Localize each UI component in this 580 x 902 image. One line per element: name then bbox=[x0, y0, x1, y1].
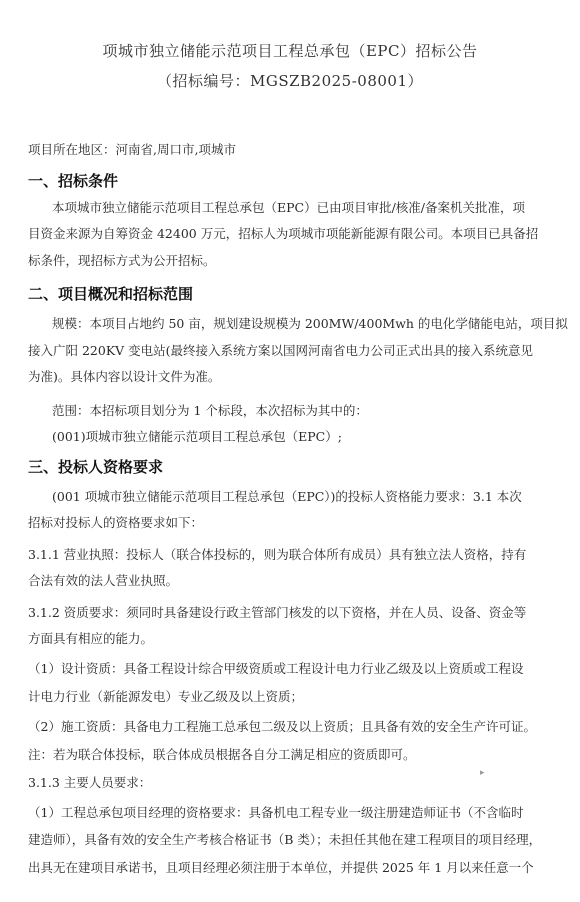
paragraph-line: 3.1.1 营业执照：投标人（联合体投标的，则为联合体所有成员）具有独立法人资格，持有 bbox=[28, 547, 527, 562]
paragraph-line: 3.1.2 资质要求：须同时具备建设行政主管部门核发的以下资格，并在人员、设备、资金等 bbox=[28, 605, 527, 620]
section-heading-1: 一、招标条件 bbox=[28, 172, 119, 190]
scan-speck: ▸ bbox=[480, 768, 485, 778]
paragraph-line: （1）工程总承包项目经理的资格要求：具备机电工程专业一级注册建造师证书（不含临时 bbox=[28, 805, 524, 820]
paragraph-line: 方面具有相应的能力。 bbox=[28, 631, 154, 646]
project-location: 项目所在地区：河南省,周口市,项城市 bbox=[28, 142, 236, 157]
paragraph-line: 规模：本项目占地约 50 亩，规划建设规模为 200MW/400Mwh 的电化学储能电站，项目拟 bbox=[52, 316, 568, 331]
paragraph-line: 计电力行业（新能源发电）专业乙级及以上资质； bbox=[28, 689, 304, 704]
document-number: （招标编号：MGSZB2025-08001） bbox=[156, 72, 424, 90]
paragraph-line: 接入广阳 220KV 变电站(最终接入系统方案以国网河南省电力公司正式出具的接入系统意见 bbox=[28, 343, 534, 358]
paragraph-line: 为准)。具体内容以设计文件为准。 bbox=[28, 369, 221, 384]
paragraph-line: (001)项城市独立储能示范项目工程总承包（EPC）; bbox=[52, 429, 342, 444]
paragraph-line: (001 项城市独立储能示范项目工程总承包（EPC）)的投标人资格能力要求：3.1 本次 bbox=[52, 489, 522, 504]
paragraph-line: 目资金来源为自筹资金 42400 万元，招标人为项城市项能新能源有限公司。本项目已具备招 bbox=[28, 226, 539, 241]
paragraph-line: 招标对投标人的资格要求如下： bbox=[28, 515, 204, 530]
paragraph-line: 本项城市独立储能示范项目工程总承包（EPC）已由项目审批/核准/备案机关批准，项 bbox=[52, 200, 526, 215]
section-heading-2: 二、项目概况和招标范围 bbox=[28, 285, 194, 303]
section-heading-3: 三、投标人资格要求 bbox=[28, 458, 164, 476]
paragraph-line: 建造师），具备有效的安全生产考核合格证书（B 类）；未担任其他在建工程项目的项目经理， bbox=[28, 832, 542, 847]
paragraph-line: （1）设计资质：具备工程设计综合甲级资质或工程设计电力行业乙级及以上资质或工程设 bbox=[28, 661, 524, 676]
document-title: 项城市独立储能示范项目工程总承包（EPC）招标公告 bbox=[102, 42, 478, 60]
paragraph-line: 出具无在建项目承诺书，且项目经理必须注册于本单位，并提供 2025 年 1 月以来任意一个 bbox=[28, 860, 534, 875]
paragraph-line: 范围：本招标项目划分为 1 个标段，本次招标为其中的： bbox=[52, 403, 368, 418]
paragraph-line: 标条件，现招标方式为公开招标。 bbox=[28, 253, 216, 268]
paragraph-line: 3.1.3 主要人员要求： bbox=[28, 775, 152, 790]
paragraph-line: 合法有效的法人营业执照。 bbox=[28, 573, 179, 588]
paragraph-line: 注：若为联合体投标，联合体成员根据各自分工满足相应的资质即可。 bbox=[28, 747, 416, 762]
paragraph-line: （2）施工资质：具备电力工程施工总承包二级及以上资质；且具备有效的安全生产许可证。 bbox=[28, 719, 536, 734]
